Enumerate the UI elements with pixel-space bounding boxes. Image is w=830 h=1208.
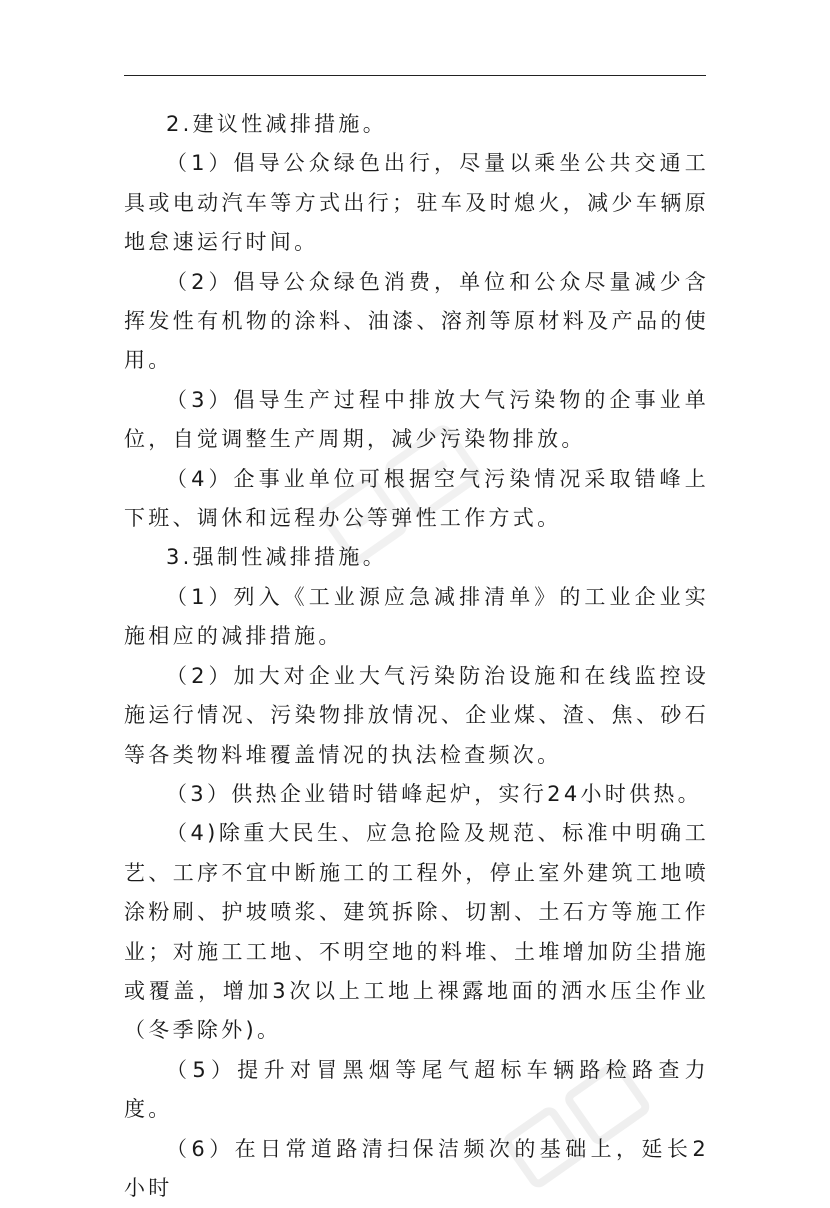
section-heading-mandatory: 3.强制性减排措施。 [166,545,388,570]
paragraph-advisory-1: （1）倡导公众绿色出行，尽量以乘坐公共交通工具或电动汽车等方式出行；驻车及时熄火，减少车辆原地怠速运行时间。 [124,151,709,255]
paragraph-mandatory-5: （5）提升对冒黑烟等尾气超标车辆路检路查力度。 [124,1057,709,1122]
document-body [124,105,709,1208]
paragraph-mandatory-2: （2）加大对企业大气污染防治设施和在线监控设施运行情况、污染物排放情况、企业煤、渣、焦、砂石等各类物料堆覆盖情况的执法检查频次。 [124,663,709,767]
paragraph-advisory-4: （4）企事业单位可根据空气污染情况采取错峰上下班、调休和远程办公等弹性工作方式。 [124,466,709,531]
section-heading-advisory: 2.建议性减排措施。 [166,112,388,136]
paragraph-mandatory-4: （4)除重大民生、应急抢险及规范、标准中明确工艺、工序不宜中断施工的工程外，停止室外建筑工地喷涂粉刷、护坡喷浆、建筑拆除、切割、土石方等施工作业；对施工工地、不明空地的料堆、土堆增加防尘措施或覆盖，增加3次以上工地上裸露地面的洒水压尘作业（冬季除外)。 [124,821,709,1043]
paragraph-advisory-3: （3）倡导生产过程中排放大气污染物的企事业单位，自觉调整生产周期，减少污染物排放。 [124,387,709,452]
paragraph-mandatory-1: （1）列入《工业源应急减排清单》的工业企业实施相应的减排措施。 [124,584,709,649]
paragraph-mandatory-6: （6）在日常道路清扫保洁频次的基础上，延长2小时 [124,1136,709,1200]
header-rule [124,75,706,76]
paragraph-mandatory-3: （3）供热企业错时错峰起炉，实行24小时供热。 [166,781,702,806]
paragraph-advisory-2: （2）倡导公众绿色消费，单位和公众尽量减少含挥发性有机物的涂料、油漆、溶剂等原材料及产品的使用。 [124,269,709,373]
